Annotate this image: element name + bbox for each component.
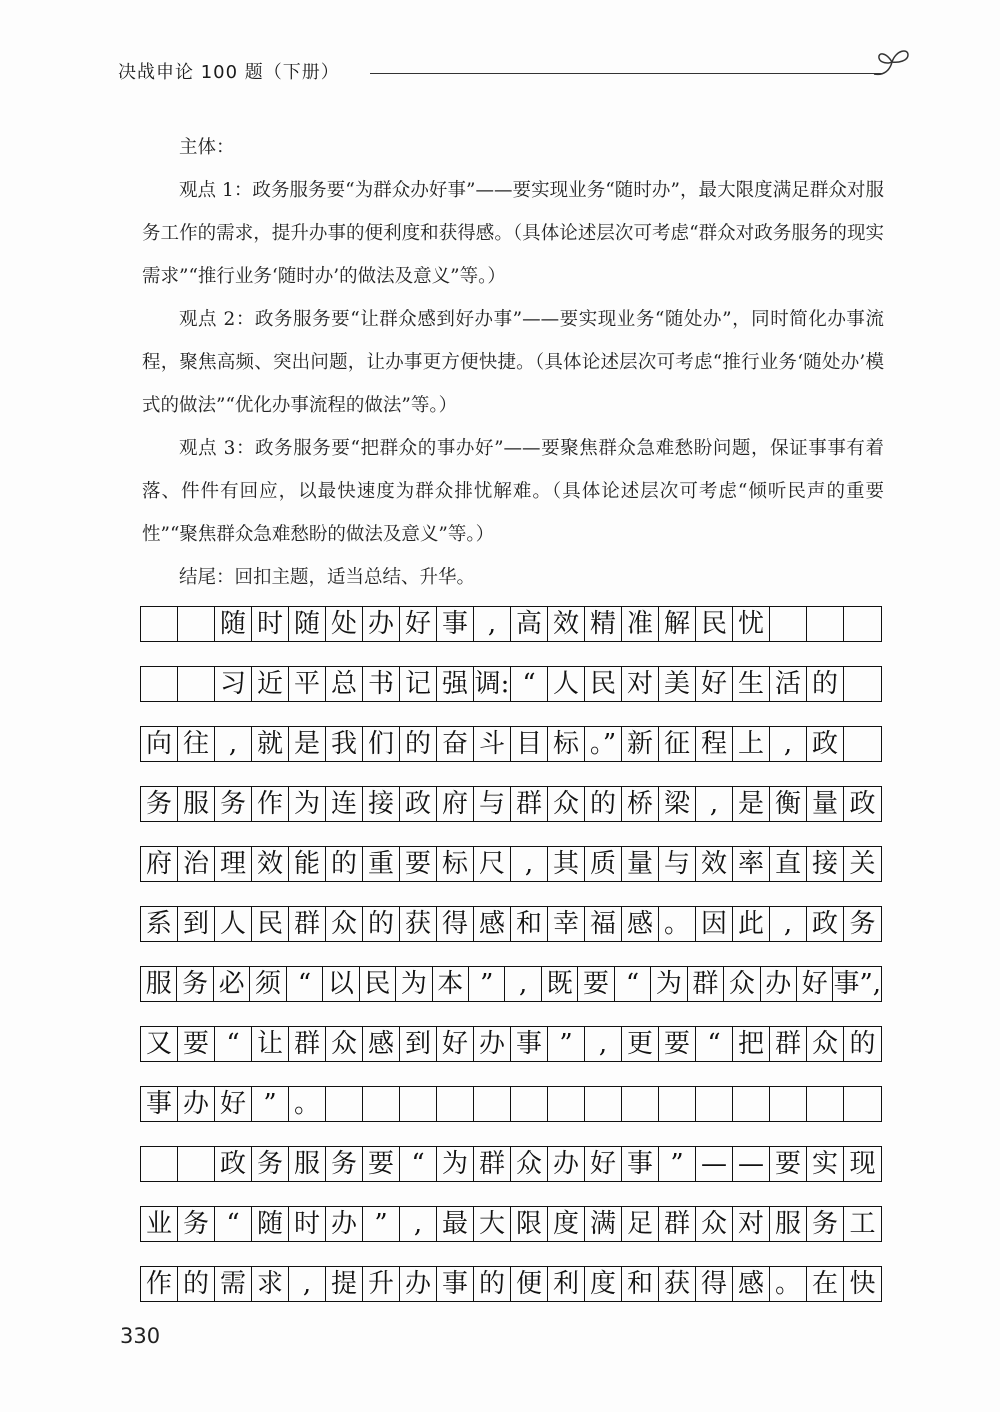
grid-cell: 要 xyxy=(178,1027,215,1061)
grid-cell: 众 xyxy=(326,1027,363,1061)
grid-cell: 为 xyxy=(437,1147,474,1181)
grid-cell: 处 xyxy=(326,607,363,641)
grid-cell: 随 xyxy=(215,607,252,641)
grid-cell: 目 xyxy=(511,727,548,761)
grid-cell: 因 xyxy=(696,907,733,941)
grid-cell: 与 xyxy=(474,787,511,821)
grid-cell: 效 xyxy=(696,847,733,881)
grid-cell: 群 xyxy=(659,1207,696,1241)
grid-cell: 习 xyxy=(215,667,252,701)
grid-cell: 直 xyxy=(770,847,807,881)
grid-cell: 业 xyxy=(141,1207,178,1241)
grid-cell: 其 xyxy=(548,847,585,881)
grid-cell: 近 xyxy=(252,667,289,701)
grid-cell xyxy=(511,1087,548,1121)
grid-cell: 升 xyxy=(363,1267,400,1301)
grid-cell: 程 xyxy=(696,727,733,761)
grid-row xyxy=(140,1026,882,1062)
grid-cell: 政 xyxy=(849,789,876,819)
grid-row xyxy=(140,846,882,882)
grid-cell: 政 xyxy=(215,1147,252,1181)
grid-cell: 办 xyxy=(326,1207,363,1241)
grid-cell: 群 xyxy=(474,1147,511,1181)
grid-cell: 众 xyxy=(696,1207,733,1241)
grid-cell: 效 xyxy=(252,847,289,881)
grid-cell: 利 xyxy=(548,1267,585,1301)
grid-cell: 众 xyxy=(326,907,363,941)
grid-cell: , xyxy=(696,787,733,821)
grid-cell: 向 xyxy=(141,727,178,761)
grid-cell: 梁 xyxy=(659,787,696,821)
grid-cell: 感 xyxy=(622,907,659,941)
grid-cell xyxy=(363,1087,400,1121)
grid-cell: 务 xyxy=(252,1147,289,1181)
grid-cell: 是 xyxy=(289,727,326,761)
grid-cell: 要 xyxy=(659,1027,696,1061)
grid-cell: 强 xyxy=(437,667,474,701)
grid-cell: 务 xyxy=(215,787,252,821)
grid-cell: 民 xyxy=(252,907,289,941)
grid-cell: 为 xyxy=(289,787,326,821)
grid-cell: 既 xyxy=(542,967,578,1001)
grid-cell xyxy=(141,1147,178,1181)
outline-text xyxy=(142,126,884,599)
grid-cell xyxy=(659,1087,696,1121)
grid-cell: “ xyxy=(511,667,548,701)
grid-cell: 和 xyxy=(622,1267,659,1301)
grid-cell: 的 xyxy=(363,907,400,941)
grid-cell: 调: xyxy=(474,669,510,699)
grid-cell: 时 xyxy=(252,607,289,641)
grid-cell: 必 xyxy=(214,967,250,1001)
grid-cell: 事”, xyxy=(833,969,881,999)
grid-cell: 为 xyxy=(396,967,432,1001)
grid-cell: 感 xyxy=(733,1267,770,1301)
grid-cell: 大 xyxy=(474,1207,511,1241)
running-header xyxy=(118,58,908,92)
grid-cell: 务 xyxy=(849,909,876,939)
grid-cell: 准 xyxy=(622,607,659,641)
grid-cell: 现 xyxy=(849,1149,876,1179)
grid-cell: 最 xyxy=(437,1207,474,1241)
grid-cell: 把 xyxy=(733,1027,770,1061)
grid-cell: 的 xyxy=(326,847,363,881)
grid-cell: 众 xyxy=(548,787,585,821)
grid-cell: 感 xyxy=(474,907,511,941)
grid-cell: 办 xyxy=(474,1027,511,1061)
grid-cell: , xyxy=(511,847,548,881)
grid-cell: 办 xyxy=(400,1267,437,1301)
grid-cell: 尺 xyxy=(474,847,511,881)
grid-cell: 得 xyxy=(696,1267,733,1301)
grid-cell: 务 xyxy=(326,1147,363,1181)
grid-cell: 精 xyxy=(585,607,622,641)
grid-cell: 活 xyxy=(770,667,807,701)
grid-cell xyxy=(696,1087,733,1121)
grid-cell: 奋 xyxy=(437,727,474,761)
grid-cell: 与 xyxy=(659,847,696,881)
sprout-icon xyxy=(870,44,914,82)
grid-cell: 好 xyxy=(797,967,833,1001)
grid-row xyxy=(140,1206,882,1242)
grid-cell: 求 xyxy=(252,1267,289,1301)
grid-cell: , xyxy=(289,1267,326,1301)
grid-cell: 量 xyxy=(807,787,844,821)
grid-cell: 以 xyxy=(323,967,359,1001)
grid-cell xyxy=(807,607,844,641)
grid-cell: ” xyxy=(659,1147,696,1181)
grid-cell: 办 xyxy=(178,1087,215,1121)
grid-cell: 限 xyxy=(511,1207,548,1241)
grid-cell: 须 xyxy=(250,967,286,1001)
grid-cell: 务 xyxy=(177,967,213,1001)
grid-cell: , xyxy=(505,967,541,1001)
grid-cell: 量 xyxy=(622,847,659,881)
grid-cell: “ xyxy=(615,967,651,1001)
grid-cell: 随 xyxy=(289,607,326,641)
grid-cell: 办 xyxy=(548,1147,585,1181)
grid-cell: 事 xyxy=(141,1087,178,1121)
grid-cell xyxy=(141,667,178,701)
grid-cell: 生 xyxy=(733,667,770,701)
grid-cell: 们 xyxy=(363,727,400,761)
grid-cell: 记 xyxy=(400,667,437,701)
grid-cell xyxy=(770,1087,807,1121)
grid-cell: 在 xyxy=(807,1267,844,1301)
grid-cell: 快 xyxy=(849,1269,876,1299)
grid-cell: “ xyxy=(215,1027,252,1061)
outline-point-3: 观点 3：政务服务要“把群众的事办好”——要聚焦群众急难愁盼问题，保证事事有着落、件件有回应，以最快速度为群众排忧解难。（具体论述层次可考虑“倾听民声的重要性”“聚焦群众急难愁盼的做法及意义”等。） xyxy=(142,438,884,545)
grid-cell: 系 xyxy=(141,907,178,941)
grid-cell xyxy=(733,1087,770,1121)
grid-cell: 。” xyxy=(585,727,622,761)
grid-cell: 总 xyxy=(326,667,363,701)
grid-cell xyxy=(844,727,881,761)
grid-cell: 让 xyxy=(252,1027,289,1061)
grid-cell: 办 xyxy=(363,607,400,641)
grid-cell: 就 xyxy=(252,727,289,761)
grid-cell: 重 xyxy=(363,847,400,881)
grid-cell: 。 xyxy=(659,907,696,941)
grid-cell xyxy=(622,1087,659,1121)
grid-cell: 服 xyxy=(289,1147,326,1181)
grid-cell: 。 xyxy=(770,1267,807,1301)
grid-cell: 感 xyxy=(363,1027,400,1061)
grid-cell: 人 xyxy=(215,907,252,941)
grid-cell: 和 xyxy=(511,907,548,941)
grid-row xyxy=(140,1086,882,1122)
grid-cell: 获 xyxy=(659,1267,696,1301)
grid-cell: 往 xyxy=(178,727,215,761)
grid-cell: 好 xyxy=(400,607,437,641)
grid-cell: 连 xyxy=(326,787,363,821)
grid-cell: ” xyxy=(363,1207,400,1241)
grid-row xyxy=(140,786,882,822)
grid-cell: 事 xyxy=(511,1027,548,1061)
grid-cell: 需 xyxy=(215,1267,252,1301)
grid-cell: 提 xyxy=(326,1267,363,1301)
grid-cell: 的 xyxy=(474,1267,511,1301)
grid-cell: 政 xyxy=(807,727,844,761)
grid-cell: 对 xyxy=(733,1207,770,1241)
grid-cell: 好 xyxy=(585,1147,622,1181)
grid-cell xyxy=(474,1087,511,1121)
grid-cell: 获 xyxy=(400,907,437,941)
grid-cell: , xyxy=(474,607,511,641)
grid-cell: 质 xyxy=(585,847,622,881)
grid-cell: 作 xyxy=(141,1267,178,1301)
grid-cell: 办 xyxy=(761,967,797,1001)
grid-cell: 关 xyxy=(849,849,876,879)
grid-cell: 时 xyxy=(289,1207,326,1241)
grid-cell: 书 xyxy=(363,667,400,701)
grid-cell: 福 xyxy=(585,907,622,941)
grid-cell: 衡 xyxy=(770,787,807,821)
grid-cell: 的 xyxy=(400,727,437,761)
grid-cell: “ xyxy=(400,1147,437,1181)
grid-cell: 服 xyxy=(770,1207,807,1241)
grid-cell: 高 xyxy=(511,607,548,641)
grid-cell: “ xyxy=(215,1207,252,1241)
grid-cell: , xyxy=(770,907,807,941)
grid-cell: 政 xyxy=(807,907,844,941)
grid-cell xyxy=(178,1147,215,1181)
grid-cell: 平 xyxy=(289,667,326,701)
grid-cell xyxy=(807,1087,844,1121)
grid-cell: 度 xyxy=(585,1267,622,1301)
grid-cell: “ xyxy=(287,967,323,1001)
grid-cell: 到 xyxy=(400,1027,437,1061)
grid-row xyxy=(140,1266,882,1302)
grid-cell: 府 xyxy=(437,787,474,821)
grid-cell: 好 xyxy=(696,667,733,701)
grid-cell: 要 xyxy=(400,847,437,881)
grid-cell: 更 xyxy=(622,1027,659,1061)
grid-cell: 要 xyxy=(578,967,614,1001)
grid-cell: 接 xyxy=(807,847,844,881)
grid-cell: 的 xyxy=(807,667,844,701)
grid-cell: 好 xyxy=(437,1027,474,1061)
grid-cell: 务 xyxy=(807,1207,844,1241)
grid-cell: 随 xyxy=(252,1207,289,1241)
grid-cell xyxy=(178,607,215,641)
outline-point-2: 观点 2：政务服务要“让群众感到好办事”——要实现业务“随处办”，同时简化办事流程，聚焦高频、突出问题，让办事更方便快捷。（具体论述层次可考虑“推行业务‘随处办’模式的做法”“优化办事流程的做法”等。） xyxy=(142,309,884,416)
grid-cell: 度 xyxy=(548,1207,585,1241)
grid-cell: 征 xyxy=(659,727,696,761)
grid-row xyxy=(140,666,882,702)
grid-cell: , xyxy=(770,727,807,761)
grid-cell: 要 xyxy=(770,1147,807,1181)
grid-cell xyxy=(770,607,807,641)
grid-cell xyxy=(844,1087,881,1121)
grid-cell: 忧 xyxy=(733,607,770,641)
outline-heading: 主体： xyxy=(179,137,235,158)
grid-cell: 我 xyxy=(326,727,363,761)
grid-cell: 群 xyxy=(289,1027,326,1061)
grid-cell: 要 xyxy=(363,1147,400,1181)
grid-cell: , xyxy=(400,1207,437,1241)
grid-cell: 务 xyxy=(178,1207,215,1241)
grid-cell: 理 xyxy=(215,847,252,881)
book-title: 决战申论 100 题（下册） xyxy=(118,62,340,83)
grid-cell: 政 xyxy=(400,787,437,821)
grid-cell: 民 xyxy=(696,607,733,641)
grid-cell: “ xyxy=(696,1027,733,1061)
grid-cell xyxy=(178,667,215,701)
grid-cell: 本 xyxy=(433,967,469,1001)
grid-cell: ” xyxy=(548,1027,585,1061)
grid-cell xyxy=(141,607,178,641)
grid-cell: 为 xyxy=(651,967,687,1001)
grid-cell: 好 xyxy=(215,1087,252,1121)
grid-cell: 服 xyxy=(178,787,215,821)
grid-cell: 得 xyxy=(437,907,474,941)
grid-cell: ” xyxy=(252,1087,289,1121)
grid-cell xyxy=(844,667,881,701)
grid-cell: 美 xyxy=(659,667,696,701)
grid-cell: 的 xyxy=(849,1029,876,1059)
grid-cell: 群 xyxy=(688,967,724,1001)
grid-cell: 众 xyxy=(807,1027,844,1061)
grid-cell: 足 xyxy=(622,1207,659,1241)
grid-cell xyxy=(585,1087,622,1121)
grid-cell: 斗 xyxy=(474,727,511,761)
grid-cell: 事 xyxy=(622,1147,659,1181)
grid-cell: 工 xyxy=(849,1209,876,1239)
grid-cell: 作 xyxy=(252,787,289,821)
grid-cell: 标 xyxy=(437,847,474,881)
grid-cell: 事 xyxy=(437,1267,474,1301)
grid-cell: 民 xyxy=(585,667,622,701)
grid-cell xyxy=(400,1087,437,1121)
grid-cell: 务 xyxy=(141,787,178,821)
grid-cell: 解 xyxy=(659,607,696,641)
grid-row xyxy=(140,966,882,1002)
grid-cell: ” xyxy=(469,967,505,1001)
grid-cell: 民 xyxy=(360,967,396,1001)
grid-cell: 接 xyxy=(363,787,400,821)
grid-cell: 治 xyxy=(178,847,215,881)
grid-cell: 群 xyxy=(770,1027,807,1061)
grid-cell: 效 xyxy=(548,607,585,641)
grid-cell: 事 xyxy=(437,607,474,641)
grid-cell: 府 xyxy=(141,847,178,881)
grid-cell xyxy=(437,1087,474,1121)
grid-row xyxy=(140,1146,882,1182)
grid-cell: 人 xyxy=(548,667,585,701)
grid-cell: 对 xyxy=(622,667,659,701)
grid-cell: 上 xyxy=(733,727,770,761)
grid-cell: 服 xyxy=(141,967,177,1001)
grid-cell: 。 xyxy=(289,1087,326,1121)
grid-cell: 便 xyxy=(511,1267,548,1301)
grid-cell: , xyxy=(585,1027,622,1061)
grid-cell: 实 xyxy=(807,1147,844,1181)
grid-cell: 标 xyxy=(548,727,585,761)
grid-row xyxy=(140,726,882,762)
grid-cell: 能 xyxy=(289,847,326,881)
grid-cell: 群 xyxy=(289,907,326,941)
page-number: 330 xyxy=(120,1324,161,1348)
grid-cell: 又 xyxy=(141,1027,178,1061)
grid-cell: 的 xyxy=(178,1267,215,1301)
grid-cell: 此 xyxy=(733,907,770,941)
grid-cell: 率 xyxy=(733,847,770,881)
grid-cell: 新 xyxy=(622,727,659,761)
grid-cell xyxy=(844,607,881,641)
grid-cell: 众 xyxy=(724,967,760,1001)
grid-cell xyxy=(326,1087,363,1121)
grid-row xyxy=(140,606,882,642)
composition-grid xyxy=(140,606,882,1326)
outline-ending: 结尾：回扣主题，适当总结、升华。 xyxy=(179,567,476,588)
grid-cell: 到 xyxy=(178,907,215,941)
grid-cell: 幸 xyxy=(548,907,585,941)
grid-row xyxy=(140,906,882,942)
grid-cell: — xyxy=(696,1147,733,1181)
grid-cell: , xyxy=(215,727,252,761)
grid-cell: 满 xyxy=(585,1207,622,1241)
grid-cell: 是 xyxy=(733,787,770,821)
grid-cell: 群 xyxy=(511,787,548,821)
grid-cell: 桥 xyxy=(622,787,659,821)
grid-cell: 众 xyxy=(511,1147,548,1181)
grid-cell xyxy=(548,1087,585,1121)
grid-cell: — xyxy=(733,1147,770,1181)
header-rule xyxy=(370,73,882,74)
outline-point-1: 观点 1：政务服务要“为群众办好事”——要实现业务“随时办”，最大限度满足群众对服务工作的需求，提升办事的便利度和获得感。（具体论述层次可考虑“群众对政务服务的现实需求”“推行业务‘随时办’的做法及意义”等。） xyxy=(142,180,884,287)
grid-cell: 的 xyxy=(585,787,622,821)
